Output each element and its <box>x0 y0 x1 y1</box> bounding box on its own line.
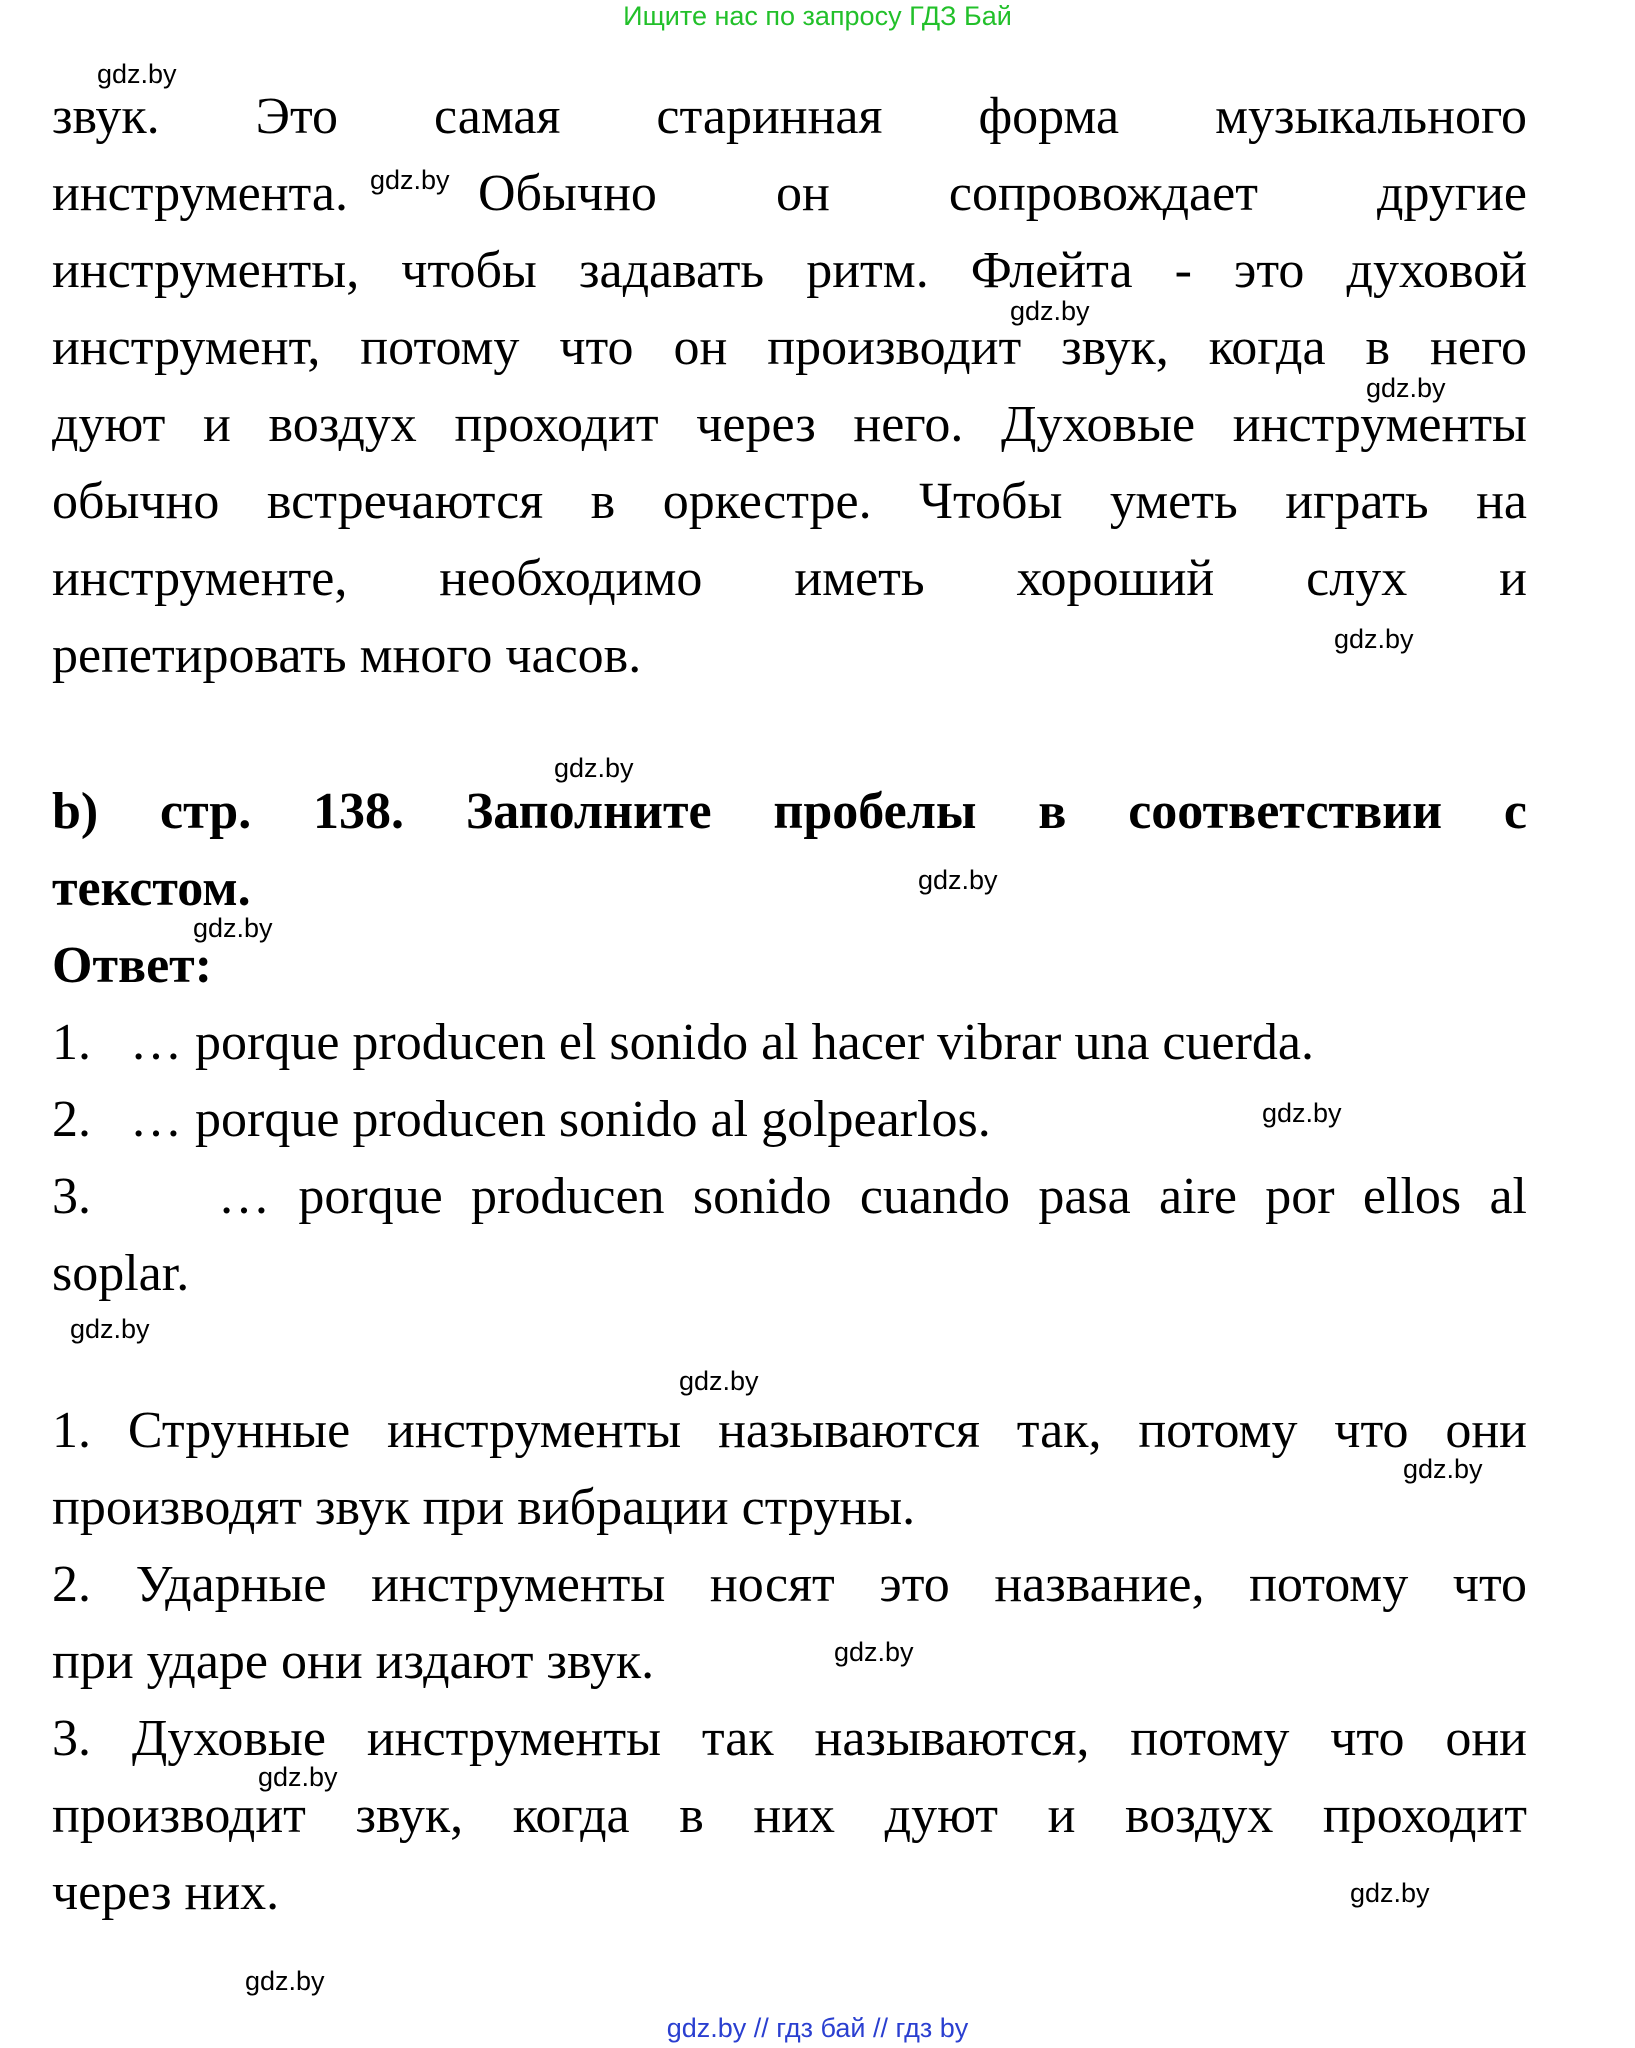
section-heading: b) стр. 138. Заполните пробелы в соответствии с <box>52 783 1527 840</box>
watermark: gdz.by <box>1403 1454 1483 1484</box>
paragraph-line: обычно встречаются в оркестре. Чтобы уметь играть на <box>52 473 1527 530</box>
list-continuation: soplar. <box>52 1245 190 1302</box>
translation-line: 2. Ударные инструменты носят это название, потому что <box>52 1556 1527 1613</box>
list-number: 1. <box>52 1014 91 1071</box>
list-text: … porque producen el sonido al hacer vibrar una cuerda. <box>130 1014 1314 1071</box>
watermark: gdz.by <box>1262 1098 1342 1128</box>
answer-label: Ответ: <box>52 937 213 994</box>
translation-line: через них. <box>52 1864 280 1921</box>
paragraph-line: инструменты, чтобы задавать ритм. Флейта - это духовой <box>52 242 1527 299</box>
list-number: 3. <box>52 1168 91 1225</box>
translation-line: при ударе они издают звук. <box>52 1633 655 1690</box>
paragraph-line: инструменте, необходимо иметь хороший слух и <box>52 550 1527 607</box>
translation-line: 1. Струнные инструменты называются так, потому что они <box>52 1402 1527 1459</box>
watermark: gdz.by <box>70 1314 150 1344</box>
paragraph-line: инструмент, потому что он производит звук, когда в него <box>52 319 1527 376</box>
paragraph-line: репетировать много часов. <box>52 627 642 684</box>
list-number: 2. <box>52 1091 91 1148</box>
translation-line: производит звук, когда в них дуют и воздух проходит <box>52 1787 1527 1844</box>
footer-banner: gdz.by // гдз бай // гдз by <box>666 2013 969 2043</box>
watermark: gdz.by <box>1010 296 1090 326</box>
paragraph-line: дуют и воздух проходит через него. Духовые инструменты <box>52 396 1527 453</box>
translation-line: 3. Духовые инструменты так называются, потому что они <box>52 1710 1527 1767</box>
list-item <box>52 1013 1527 1073</box>
translation-line: производят звук при вибрации струны. <box>52 1479 916 1536</box>
top-banner: Ищите нас по запросу ГДЗ Бай <box>623 1 1012 31</box>
watermark: gdz.by <box>1334 624 1414 654</box>
paragraph-line: звук. Это самая старинная форма музыкального <box>52 88 1527 145</box>
watermark: gdz.by <box>97 59 177 89</box>
watermark: gdz.by <box>1366 373 1446 403</box>
paragraph-line: Обычно он сопровождает другие <box>478 165 1527 222</box>
watermark: gdz.by <box>834 1637 914 1667</box>
section-heading: текстом. <box>52 860 251 917</box>
list-text: … porque producen sonido cuando pasa aire por ellos al <box>218 1168 1527 1225</box>
watermark: gdz.by <box>370 165 450 195</box>
watermark: gdz.by <box>918 865 998 895</box>
watermark: gdz.by <box>245 1966 325 1996</box>
watermark: gdz.by <box>679 1366 759 1396</box>
watermark: gdz.by <box>193 913 273 943</box>
watermark: gdz.by <box>1350 1878 1430 1908</box>
watermark: gdz.by <box>554 753 634 783</box>
watermark: gdz.by <box>258 1762 338 1792</box>
list-text: … porque producen sonido al golpearlos. <box>130 1091 991 1148</box>
paragraph-fragment: инструмента. <box>52 165 348 222</box>
